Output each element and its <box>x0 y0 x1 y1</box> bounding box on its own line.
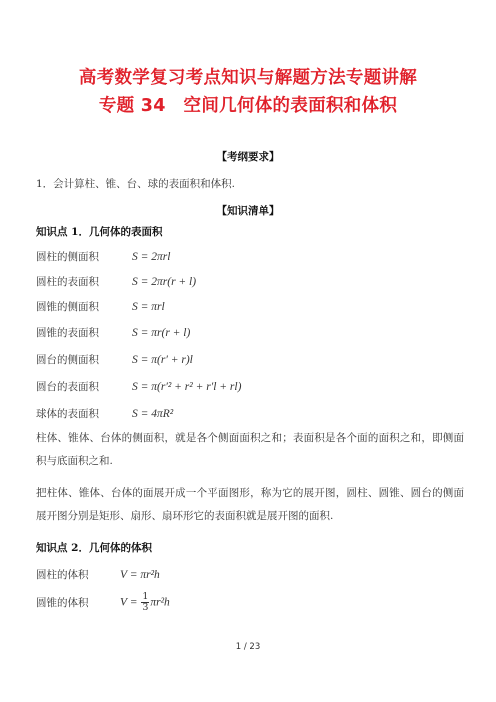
formula-prefix: V = <box>120 596 141 609</box>
formula: V = πr²h <box>120 569 160 581</box>
formula: S = π(r′ + r)l <box>132 354 193 366</box>
formula-label: 球体的表面积 <box>36 408 99 420</box>
formula-suffix: πr²h <box>150 596 170 609</box>
formula-row <box>36 352 193 367</box>
formula-label: 圆台的侧面积 <box>36 354 99 366</box>
formula-row <box>36 406 173 421</box>
fraction-denominator: 3 <box>142 602 149 613</box>
volume-row <box>36 592 170 613</box>
formula-row <box>36 379 241 394</box>
volume-row <box>36 567 160 582</box>
topic-title: 专题 34 空间几何体的表面积和体积 <box>98 96 398 116</box>
fraction <box>141 592 149 613</box>
formula-row <box>36 325 190 340</box>
paragraph-unfolding: 把柱体、锥体、台体的面展开成一个平面图形，称为它的展开图，圆柱、圆锥、圆台的侧面展开图分别是矩形、扇形、扇环形它的表面积就是展开图的面积. <box>36 487 464 522</box>
formula-label: 圆柱的侧面积 <box>36 251 99 263</box>
formula-label: 圆锥的表面积 <box>36 327 99 339</box>
document-title: 高考数学复习考点知识与解题方法专题讲解 <box>78 68 418 88</box>
knowledge-point-1-title: 知识点 1．几何体的表面积 <box>36 226 163 238</box>
outline-header: 【考纲要求】 <box>216 151 280 163</box>
knowledge-point-2-title: 知识点 2．几何体的体积 <box>36 542 152 554</box>
formula: S = πrl <box>132 301 165 313</box>
formula-row <box>36 249 170 264</box>
formula: S = π(r′² + r² + r′l + rl) <box>132 381 242 393</box>
outline-item: 1．会计算柱、锥、台、球的表面积和体积. <box>36 178 236 190</box>
formula: S = 2πrl <box>132 251 171 263</box>
formula-label: 圆锥的侧面积 <box>36 301 99 313</box>
paragraph-surface-area: 柱体、锥体、台体的侧面积，就是各个侧面面积之和；表面积是各个面的面积之和，即侧面积与底面积之和. <box>36 432 464 467</box>
volume-label: 圆锥的体积 <box>36 596 89 609</box>
formula-label: 圆柱的表面积 <box>36 276 99 288</box>
fraction-numerator: 1 <box>142 591 149 602</box>
formula: S = 2πr(r + l) <box>132 276 197 288</box>
knowledge-header: 【知识清单】 <box>216 205 280 217</box>
volume-label: 圆柱的体积 <box>36 569 89 581</box>
formula-label: 圆台的表面积 <box>36 381 99 393</box>
page-number: 1 / 23 <box>235 642 261 652</box>
formula-row <box>36 274 196 289</box>
formula: S = 4πR² <box>132 408 174 420</box>
formula-row <box>36 299 165 314</box>
formula: S = πr(r + l) <box>132 327 191 339</box>
